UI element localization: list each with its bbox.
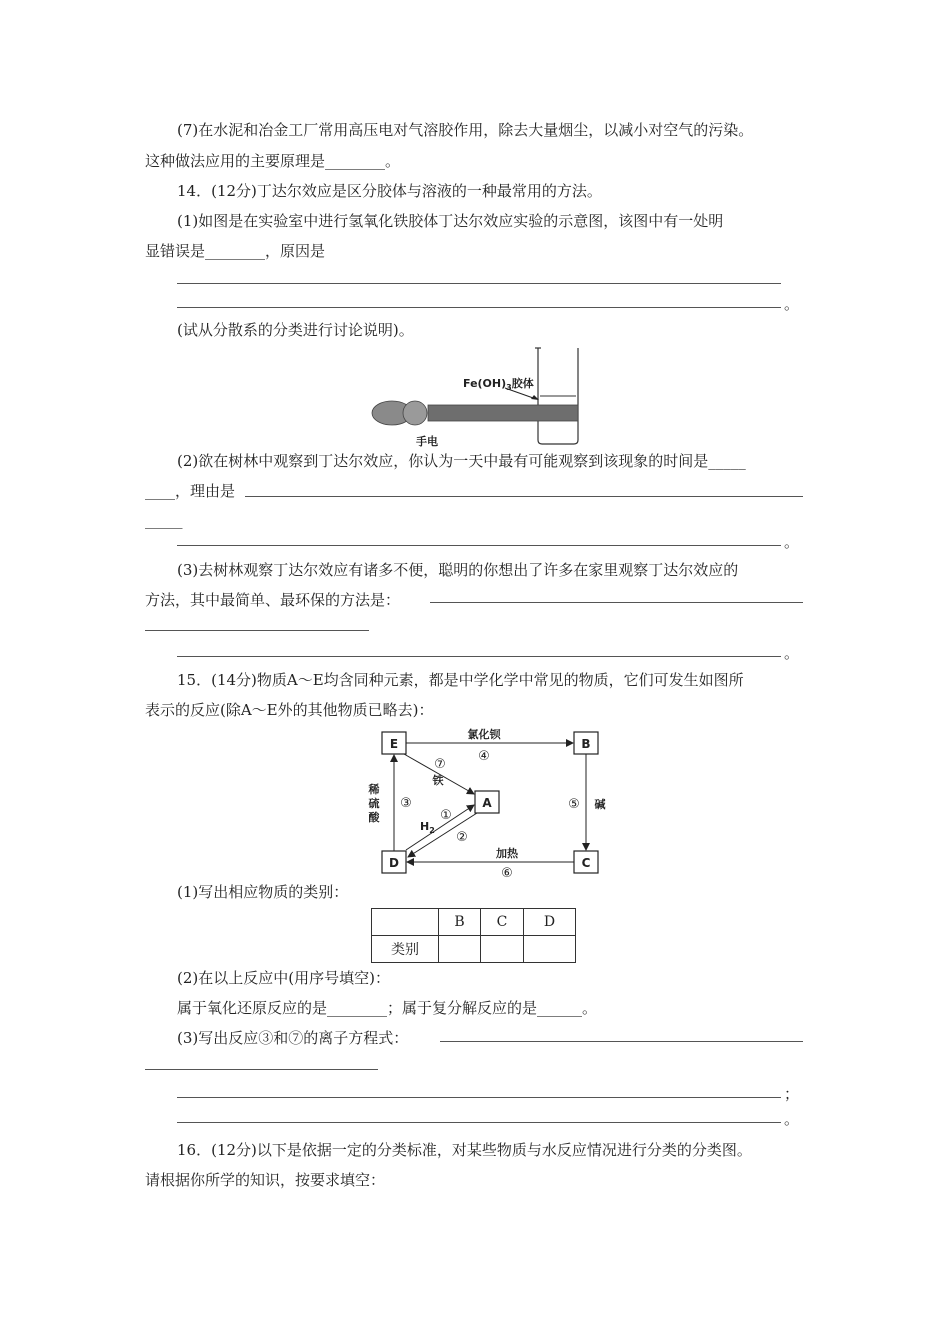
q15-p1: (1)写出相应物质的类别：	[177, 883, 349, 901]
answer-line	[177, 1122, 781, 1123]
period: 。	[784, 1110, 800, 1128]
svg-text:H2: $H_2$	[420, 820, 435, 835]
svg-text:铁: 铁	[432, 774, 444, 787]
q15-title-a: 15．(14分)物质A～E均含同种元素，都是中学化学中常见的物质，它们可发生如图所	[177, 671, 744, 689]
answer-line	[430, 602, 803, 603]
svg-text:氯化钡: 氯化钡	[467, 728, 501, 741]
svg-text:⑦: ⑦	[434, 757, 446, 772]
q16-title-b: 请根据你所学的知识，按要求填空：	[145, 1171, 386, 1189]
q15-p2: (2)在以上反应中(用序号填空)：	[177, 969, 390, 987]
q13-line-7b: 这种做法应用的主要原理是________。	[145, 152, 401, 170]
tyndall-experiment-figure	[370, 342, 585, 452]
svg-text:酸: 酸	[368, 811, 380, 824]
classification-table	[371, 908, 576, 963]
answer-line	[440, 1041, 803, 1042]
svg-text:稀: 稀	[368, 783, 380, 796]
svg-text:⑤: ⑤	[568, 797, 580, 812]
q14-p1-note: (试从分散系的分类进行讨论说明)。	[177, 321, 414, 339]
q14-p2-line-b: ____，理由是	[145, 482, 236, 500]
period: 。	[784, 295, 800, 313]
flashlight-label: 手电	[416, 435, 438, 448]
svg-text:硫: 硫	[368, 797, 380, 810]
q14-p2-line-c: _____	[145, 511, 183, 529]
table-header-c: C	[481, 909, 524, 936]
svg-text:⑥: ⑥	[501, 866, 513, 881]
answer-line	[245, 496, 803, 497]
table-cell-d[interactable]	[524, 936, 576, 963]
table-cell-b[interactable]	[439, 936, 481, 963]
period: 。	[784, 533, 800, 551]
answer-line	[177, 283, 781, 284]
reaction-diagram	[360, 722, 610, 882]
answer-line	[177, 1097, 781, 1098]
answer-line	[177, 545, 781, 546]
q14-p1-line-a: (1)如图是在实验室中进行氢氧化铁胶体丁达尔效应实验的示意图，该图中有一处明	[177, 212, 724, 230]
svg-text:D: D	[389, 856, 399, 870]
q15-p2-blanks: 属于氧化还原反应的是________；属于复分解反应的是______。	[177, 999, 598, 1017]
svg-text:④: ④	[478, 749, 490, 764]
svg-text:②: ②	[456, 830, 468, 845]
svg-text:B: B	[581, 737, 591, 751]
answer-line	[145, 1069, 378, 1070]
q16-title-a: 16．(12分)以下是依据一定的分类标准，对某些物质与水反应情况进行分类的分类图。	[177, 1141, 752, 1159]
answer-line	[177, 307, 781, 308]
table-header-b: B	[439, 909, 481, 936]
q15-title-b: 表示的反应(除A～E外的其他物质已略去)：	[145, 701, 434, 719]
svg-text:加热: 加热	[496, 847, 518, 860]
q14-title: 14．(12分)丁达尔效应是区分胶体与溶液的一种最常用的方法。	[177, 182, 602, 200]
svg-text:①: ①	[440, 808, 452, 823]
answer-line	[145, 630, 369, 631]
table-header-d: D	[524, 909, 576, 936]
svg-text:E: E	[389, 737, 399, 751]
q13-line-7a: (7)在水泥和冶金工厂常用高压电对气溶胶作用，除去大量烟尘，以减小对空气的污染。	[177, 121, 754, 139]
q14-p2-line-a: (2)欲在树林中观察到丁达尔效应，你认为一天中最有可能观察到该现象的时间是_____	[177, 452, 746, 470]
table-cell-c[interactable]	[481, 936, 524, 963]
svg-text:A: A	[482, 796, 492, 810]
q15-p3: (3)写出反应③和⑦的离子方程式：	[177, 1029, 409, 1047]
q14-p1-line-b: 显错误是________，原因是	[145, 242, 326, 260]
q14-p3-line-b: 方法，其中最简单、最环保的方法是：	[145, 591, 401, 609]
svg-text:③: ③	[400, 796, 412, 811]
semicolon: ；	[784, 1085, 800, 1103]
table-row-label: 类别	[372, 936, 439, 963]
light-beam	[428, 405, 578, 421]
table-header-blank	[372, 909, 439, 936]
svg-text:碱: 碱	[594, 798, 606, 811]
colloid-label: $Fe(OH)_3$胶体	[463, 377, 534, 392]
period: 。	[784, 644, 800, 662]
q14-p3-line-a: (3)去树林观察丁达尔效应有诸多不便，聪明的你想出了许多在家里观察丁达尔效应的	[177, 561, 739, 579]
svg-text:C: C	[581, 856, 591, 870]
answer-line	[177, 656, 781, 657]
